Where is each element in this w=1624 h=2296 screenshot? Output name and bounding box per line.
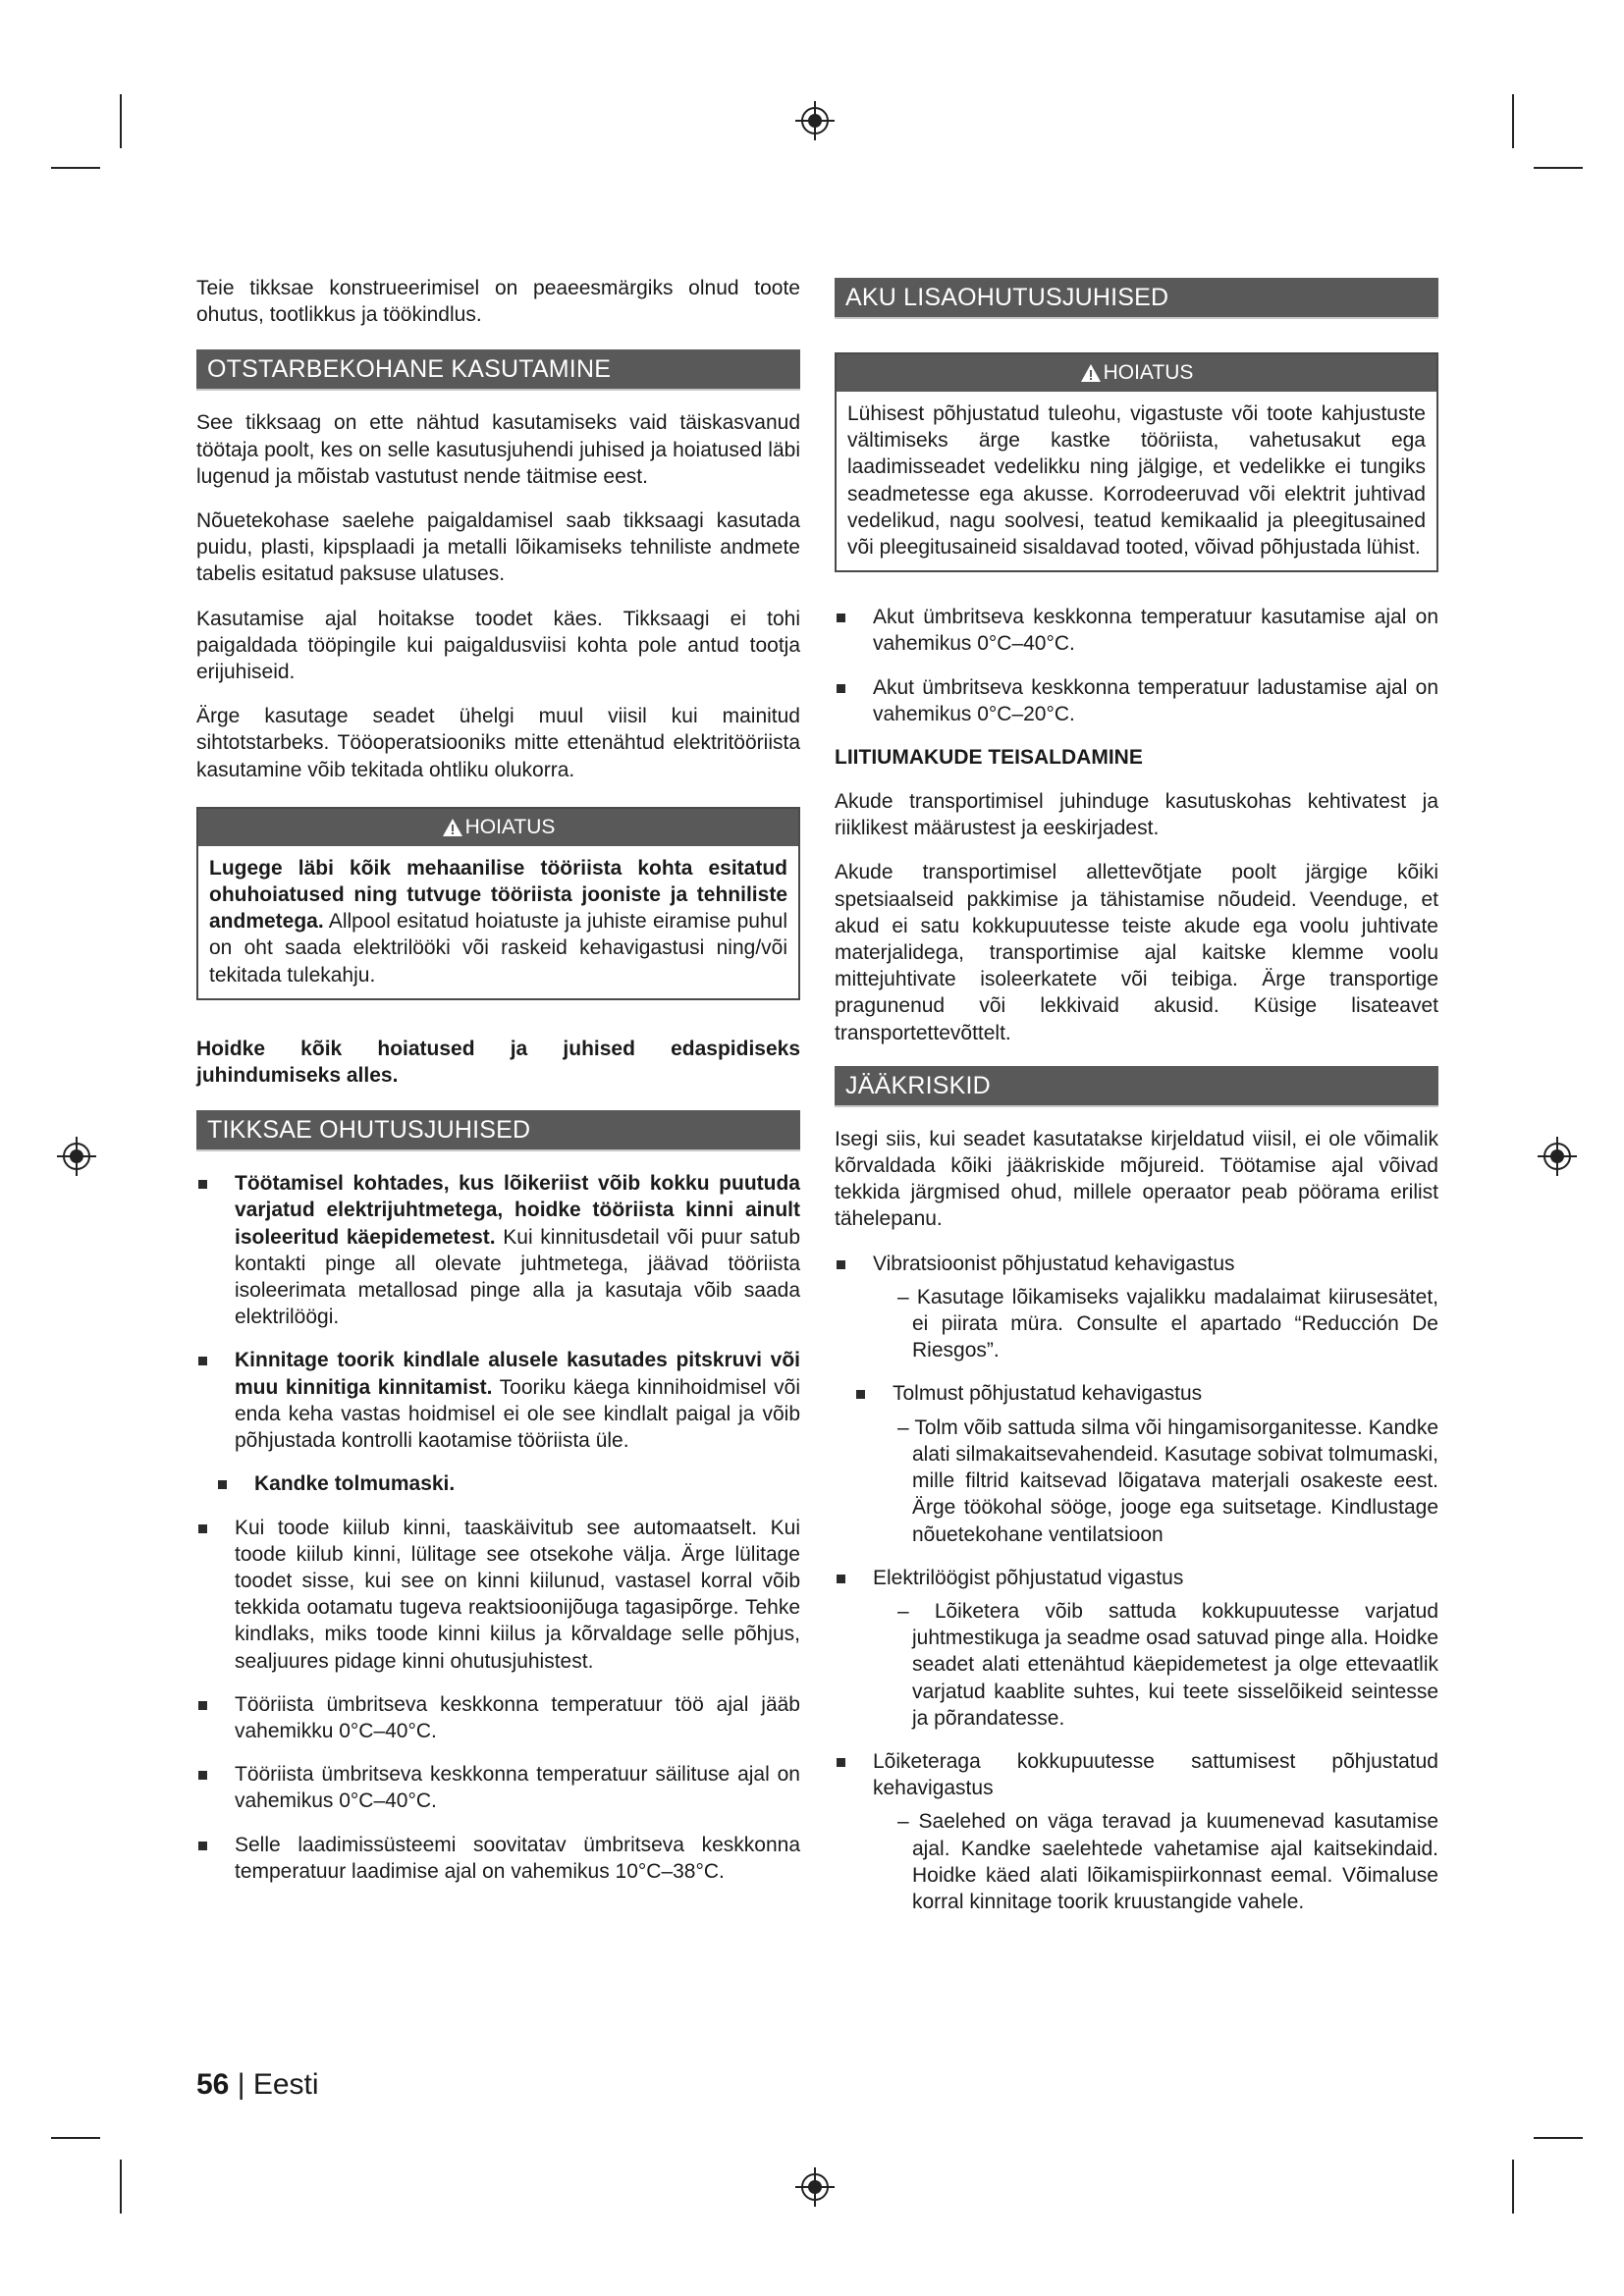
page-footer [196, 2067, 319, 2103]
paragraph: Kasutamise ajal hoitakse toodet käes. Tikksaagi ei tohi paigaldada tööpingile kui paigaldusviisi kohta pole antud tootja erijuhiseid. [196, 607, 800, 684]
list-item [835, 1251, 1438, 1364]
section-heading-battery-safety: AKU LISAOHUTUSJUHISED [835, 278, 1438, 319]
registration-mark-icon [57, 1137, 96, 1176]
risk-label: Lõiketeraga kokkupuutesse sattumisest põhjustatud kehavigastus [873, 1749, 1438, 1800]
warning-box [835, 352, 1438, 572]
keep-instructions-note: Hoidke kõik hoiatused ja juhised edaspidiseks juhindumiseks alles. [196, 1037, 800, 1088]
section-heading-residual-risks: JÄÄKRISKID [835, 1066, 1438, 1107]
list-item-text: Kui kinnitusdetail või puur satub kontakti pinge all olevate juhtmetega, jäävad tööriista isoleerimata metallosad pinge alla ja kasutaja võib saada elektrilöögi. [235, 1225, 800, 1329]
crop-mark [1512, 94, 1514, 148]
registration-mark-icon [795, 101, 835, 140]
intro-text: Teie tikksae konstrueerimisel on peaeesmärgiks olnud toote ohutus, tootlikkus ja töökindlus. [196, 277, 800, 327]
footer-separator: | [229, 2068, 253, 2101]
risk-detail: – Tolm võib sattuda silma või hingamisorganitesse. Kandke alati silmakaitsevahendeid. Kasutage sobivat tolmumaski, mille filtrid kaitsevad lõigatava materjali osakeste eest. Ärge töökohal sööge, jooge ega suitsetage. Kindlustage nõuetekohane ventilatsioon [897, 1415, 1438, 1546]
risk-label: Elektrilöögist põhjustatud vigastus [873, 1566, 1184, 1589]
warning-title-text: HOIATUS [464, 815, 556, 838]
warning-title [198, 809, 798, 846]
warning-text: Allpool esitatud hoiatuste ja juhiste eiramise puhul on oht saada elektrilööki või raskeid kehavigastusi ning/või tekitada tulekahju. [209, 910, 787, 987]
list-item-text: Selle laadimissüsteemi soovitatav ümbritseva keskkonna temperatuur laadimise ajal on vahemikus 10°C–38°C. [235, 1833, 800, 1883]
list-item-bold: Töötamisel kohtades, kus lõikeriist võib kokku puutuda varjatud elektrijuhtmetega, hoidke tööriista kinni ainult isoleeritud käepidemetest. [235, 1172, 800, 1249]
list-item [835, 1748, 1438, 1915]
crop-mark [51, 167, 100, 169]
list-item-text: Tööriista ümbritseva keskkonna temperatuur töö ajal jääb vahemikku 0°C–40°C. [235, 1692, 800, 1742]
footer-language: Eesti [252, 2068, 319, 2101]
section-heading-jigsaw-safety: TIKKSAE OHUTUSJUHISED [196, 1110, 800, 1151]
page-number: 56 [196, 2068, 230, 2101]
list-item [835, 1380, 1438, 1547]
warning-body [198, 846, 798, 998]
crop-mark [1512, 2160, 1514, 2214]
paragraph: Akude transportimisel allettevõtjate poolt järgige kõiki spetsiaalseid pakkimise ja tähistamise nõudeid. Veenduge, et akud ei satu kokkupuutesse teiste akude ega voolu juhtivate materjalidega, transportimise ajal kaitske klemme voolu mittejuhtivate isoleerkatete või teibiga. Ärge transportige pragunenud või lekkivaid akusid. Küsige lisateavet transportettevõttelt. [835, 861, 1438, 1044]
list-item [835, 1565, 1438, 1732]
registration-mark-icon [1538, 1137, 1577, 1176]
battery-temperature-list [835, 604, 1438, 727]
paragraph: Ärge kasutage seadet ühelgi muul viisil kui mainitud sihtotstarbeks. Tööoperatsiooniks mitte ettenähtud elektritööriista kasutamine võib tekitada ohtliku olukorra. [196, 705, 800, 781]
warning-title-text: HOIATUS [1103, 361, 1194, 384]
paragraph: Nõuetekohase saelehe paigaldamisel saab tikksaagi kasutada puidu, plasti, kipsplaadi ja metalli lõikamiseks tehniliste andmete tabelis esitatud paksuse ulatuses. [196, 509, 800, 586]
risk-detail: – Saelehed on väga teravad ja kuumenevad kasutamise ajal. Kandke saelehtede vahetamise ajal kaitsekindaid. Hoidke käed alati lõikamispiirkonnast eemal. Võimaluse korral kinnitage toorik kruustangide vahele. [897, 1810, 1438, 1913]
risk-detail: – Kasutage lõikamiseks vajalikku madalaimat kiirusesätet, ei piirata müra. Consulte el apartado “Reducción De Riesgos”. [897, 1285, 1438, 1362]
warning-triangle-icon [1080, 363, 1102, 383]
list-item-text: Tööriista ümbritseva keskkonna temperatuur säilituse ajal on vahemikus 0°C–40°C. [235, 1763, 800, 1813]
section-heading-intended-use: OTSTARBEKOHANE KASUTAMINE [196, 349, 800, 391]
crop-mark [120, 2160, 122, 2214]
risk-detail: – Lõiketera võib sattuda kokkupuutesse varjatud juhtmestikuga ja seadme osad satuvad pinge alla. Hoidke seadet alati ettenähtud käepidemetest ja olge ettevaatlik varjatud kaablite suhtes, kui teete sisselõikeid seintesse ja põrandatesse. [897, 1599, 1438, 1730]
warning-triangle-icon [442, 818, 463, 837]
risk-label: Vibratsioonist põhjustatud kehavigastus [873, 1252, 1235, 1275]
list-item [196, 1470, 800, 1497]
list-item: Akut ümbritseva keskkonna temperatuur ladustamise ajal on vahemikus 0°C–20°C. [835, 674, 1438, 727]
crop-mark [1534, 2137, 1583, 2139]
list-item-bold: Kinnitage toorik kindlale alusele kasutades pitskruvi või muu kinnitiga kinnitamist. [235, 1349, 800, 1399]
crop-mark [120, 94, 122, 148]
list-item [196, 1691, 800, 1744]
crop-mark [1534, 167, 1583, 169]
registration-mark-icon [795, 2167, 835, 2207]
warning-bold-text: Lugege läbi kõik mehaanilise tööriista kohta esitatud ohuhoiatused ning tutvuge tööriista jooniste ja tehniliste andmetega. [209, 856, 787, 934]
paragraph: Isegi siis, kui seadet kasutatakse kirjeldatud viisil, ei ole võimalik kõrvaldada kõiki jääkriskide mõjureid. Töötamise ajal võivad tekkida järgmised ohud, millele operaator peab pöörama erilist tähelepanu. [835, 1127, 1438, 1231]
list-item [196, 1170, 800, 1330]
list-item [196, 1515, 800, 1675]
list-item: Akut ümbritseva keskkonna temperatuur kasutamise ajal on vahemikus 0°C–40°C. [835, 604, 1438, 657]
risk-label: Tolmust põhjustatud kehavigastus [893, 1382, 1203, 1406]
warning-title [837, 354, 1436, 392]
warning-body: Lühisest põhjustatud tuleohu, vigastuste või toote kahjustuste vältimiseks ärge kastke tööriista, vahetusakut ega laadimisseadet vedelikku ning jälgige, et vedelikke ei tungiks seadmetesse ega akusse. Korrodeeruvad või elektrit juhtivad vedelikud, nagu soolvesi, teatud kemikaalid ja pleegitusained või pleegitusaineid sisaldavad tooted, võivad põhjustada lühist. [847, 402, 1426, 560]
safety-list [196, 1170, 800, 1885]
crop-mark [51, 2137, 100, 2139]
paragraph: Akude transportimisel juhinduge kasutuskohas kehtivatest ja riiklikest määrustest ja eeskirjadest. [835, 790, 1438, 840]
residual-risk-list [835, 1251, 1438, 1915]
subheading-lithium-transport: LIITIUMAKUDE TEISALDAMINE [835, 746, 1143, 770]
left-column [196, 275, 800, 1901]
list-item [196, 1832, 800, 1885]
list-item [196, 1761, 800, 1814]
list-item-text: Tooriku käega kinnihoidmisel või enda keha vastas hoidmisel ei ole see kindlalt paigal ja võib põhjustada kontrolli kaotamise tööriista üle. [235, 1375, 800, 1453]
right-column [835, 275, 1438, 1932]
list-item-bold: Kandke tolmumaski. [254, 1472, 456, 1496]
warning-box [196, 807, 800, 1000]
list-item [196, 1347, 800, 1454]
paragraph: See tikksaag on ette nähtud kasutamiseks vaid täiskasvanud töötaja poolt, kes on selle kasutusjuhendi juhised ja hoiatused läbi lugenud ja mõistab vastutust nende täitmise eest. [196, 411, 800, 488]
list-item-text: Kui toode kiilub kinni, taaskäivitub see automaatselt. Kui toode kiilub kinni, lülitage see otsekohe välja. Ärge lülitage toodet sisse, kui see on kinni kiilunud, vastasel korral võib tekkida ootamatu tugeva reaktsioonijõuga tagasipõrge. Tehke kindlaks, miks toode kinni kiilus ja kõrvaldage selle põhjus, sealjuures pidage kinni ohutusjuhistest. [235, 1516, 800, 1673]
